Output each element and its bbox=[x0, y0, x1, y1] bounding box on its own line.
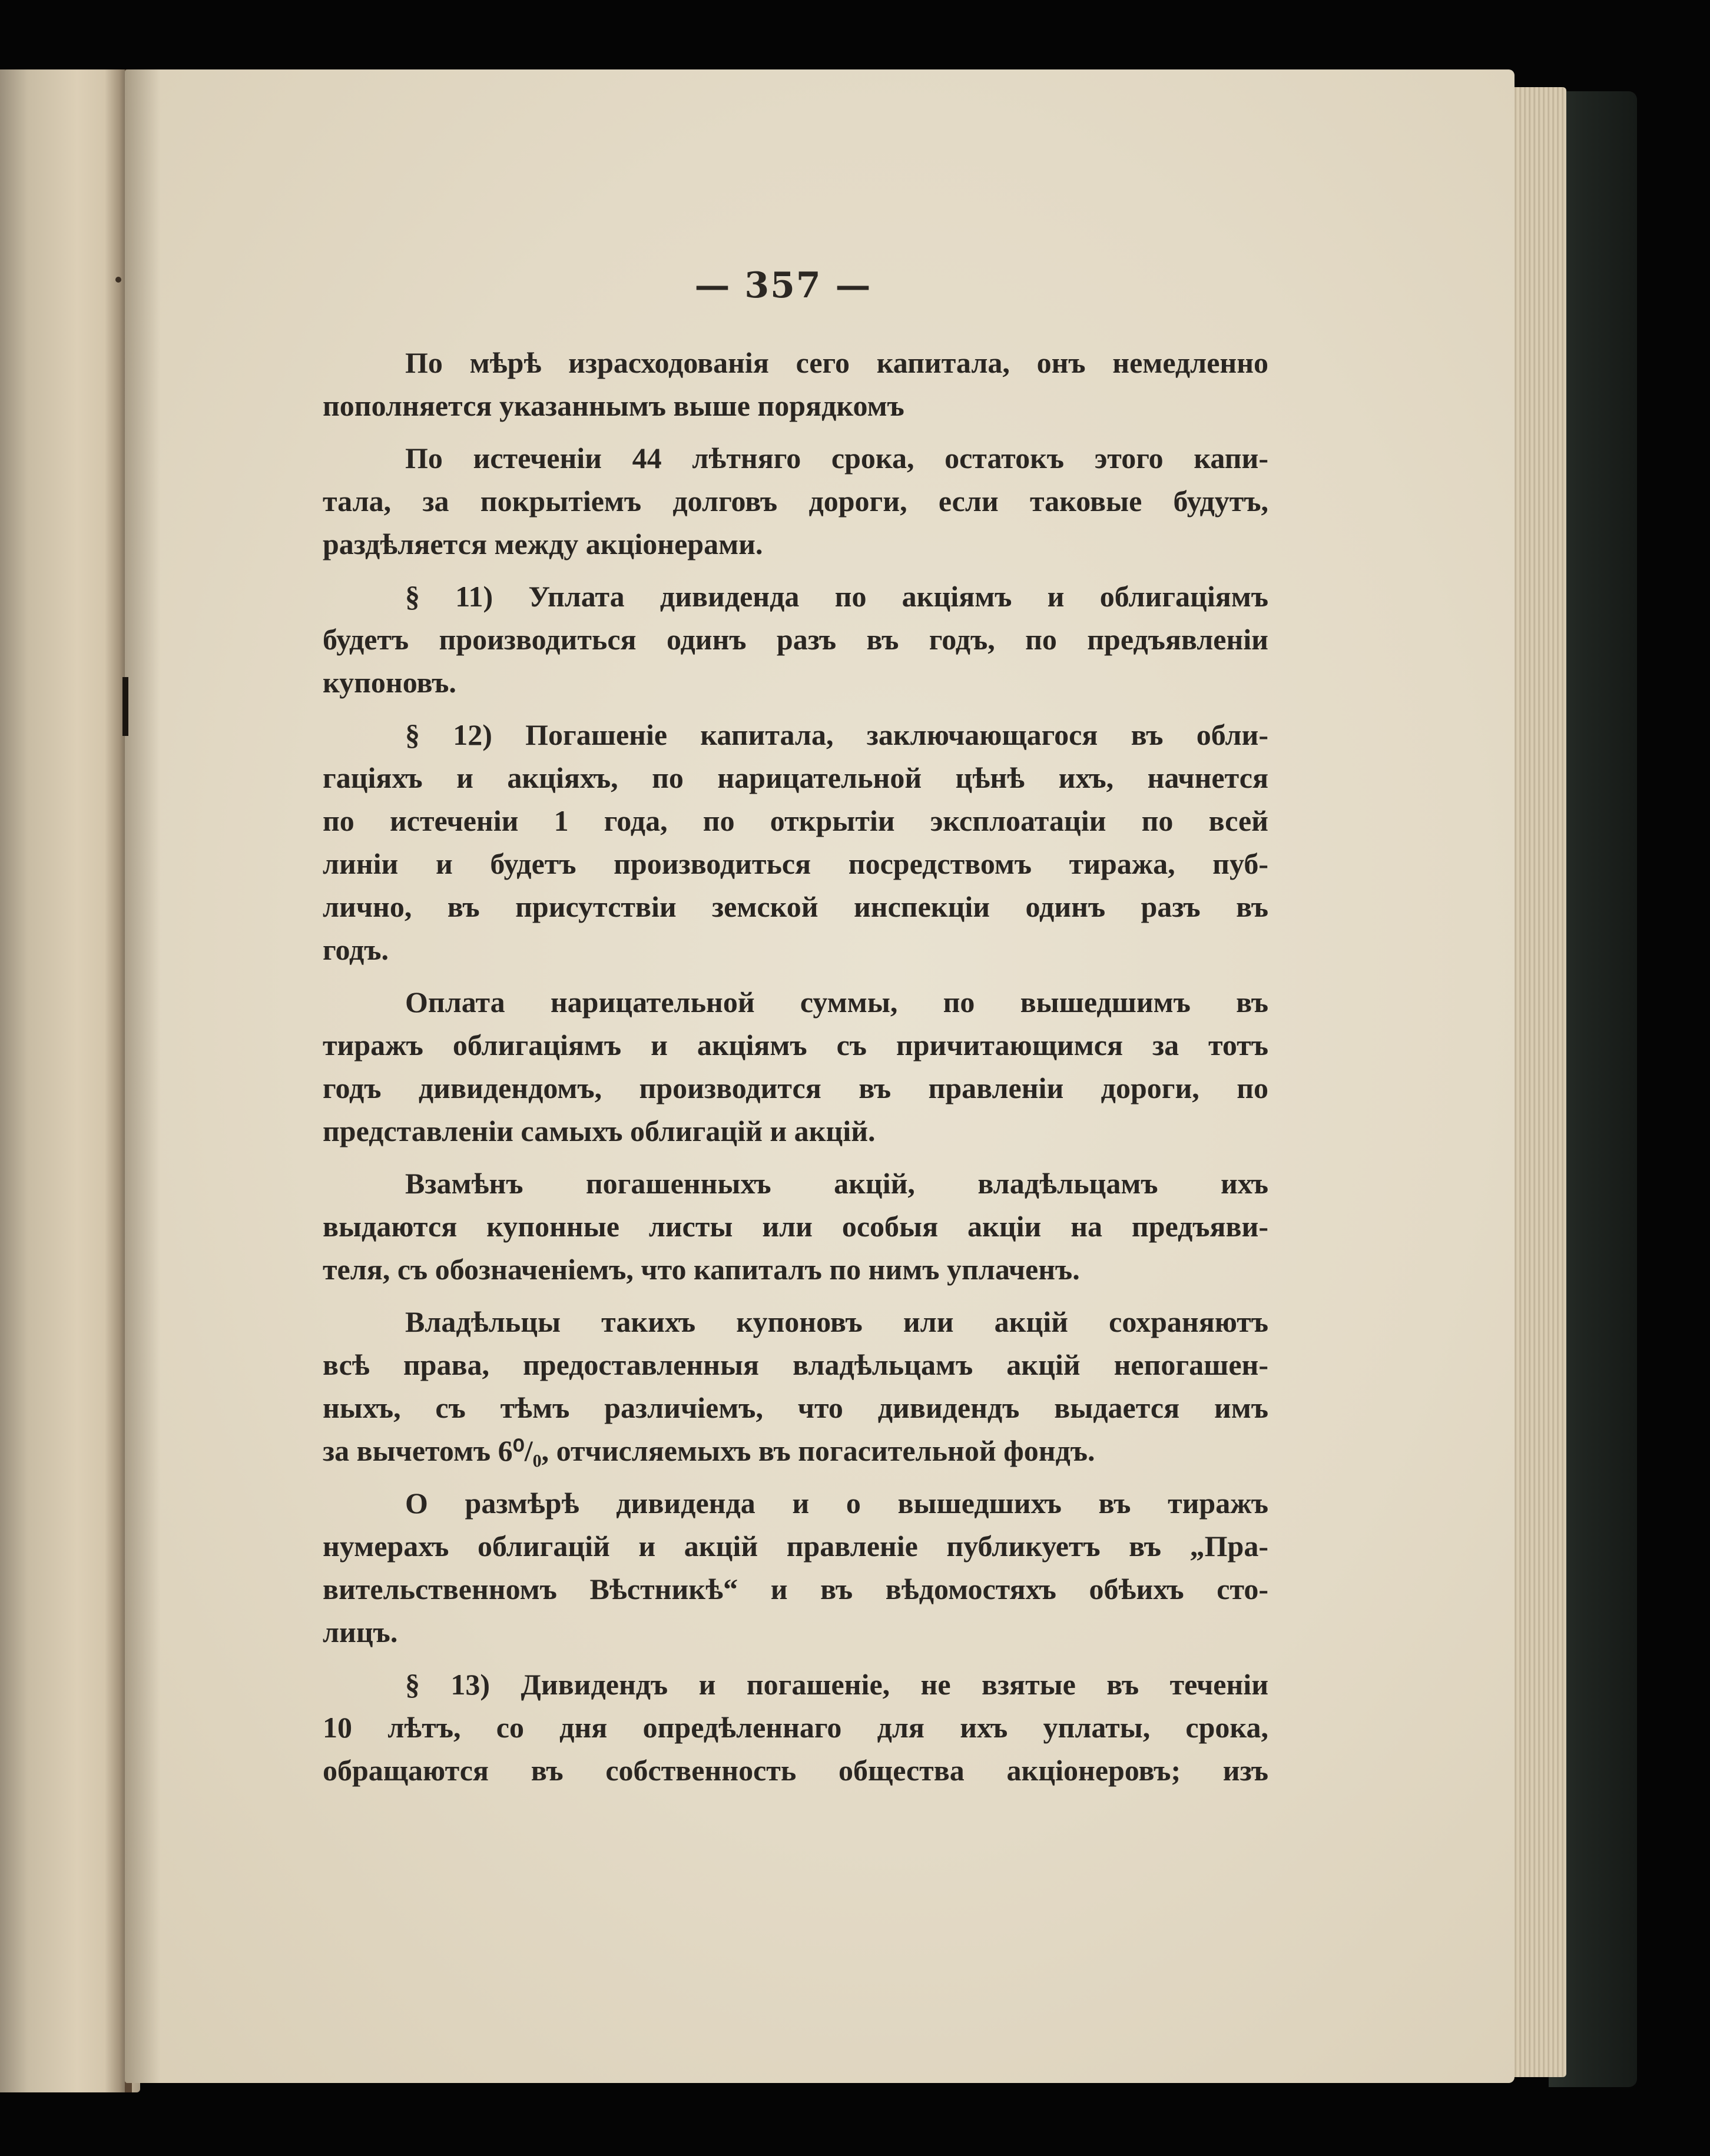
text-line: 10 лѣтъ, со дня опредѣленнаго для ихъ уплаты, срока, bbox=[323, 1711, 1268, 1744]
text-line: будетъ производиться одинъ разъ въ годъ, по предъявленіи bbox=[323, 623, 1268, 656]
text-line: По истеченіи 44 лѣтняго срока, остатокъ этого капи- bbox=[405, 442, 1268, 475]
paragraph-gap bbox=[323, 1153, 1268, 1162]
text-line: § 11) Уплата дивиденда по акціямъ и облигаціямъ bbox=[405, 580, 1268, 613]
text-line: пополняется указаннымъ выше порядкомъ bbox=[323, 389, 904, 422]
paragraph-gap bbox=[323, 704, 1268, 714]
paragraph-gap bbox=[323, 427, 1268, 437]
text-line: О размѣрѣ дивиденда и о вышедшихъ въ тиражъ bbox=[405, 1487, 1268, 1520]
text-line: раздѣляется между акціонерами. bbox=[323, 528, 763, 560]
body-text bbox=[323, 341, 1268, 1792]
text-line: Оплата нарицательной суммы, по вышедшимъ въ bbox=[405, 986, 1268, 1019]
paragraph-gap bbox=[323, 971, 1268, 981]
paragraph-gap bbox=[323, 566, 1268, 575]
text-line: нумерахъ облигацій и акцій правленіе публикуетъ въ „Пра- bbox=[323, 1530, 1268, 1563]
margin-mark bbox=[115, 277, 121, 283]
text-line: обращаются въ собственность общества акціонеровъ; изъ bbox=[323, 1754, 1268, 1787]
paragraph-gap bbox=[323, 1291, 1268, 1301]
text-line: По мѣрѣ израсходованія сего капитала, онъ немедленно bbox=[405, 346, 1268, 379]
text-line: теля, съ обозначеніемъ, что капиталъ по нимъ уплаченъ. bbox=[323, 1253, 1080, 1286]
paragraph-gap bbox=[323, 1654, 1268, 1663]
text-line: всѣ права, предоставленныя владѣльцамъ акцій непогашен- bbox=[323, 1348, 1268, 1381]
page-edges bbox=[1507, 87, 1566, 2077]
text-line: за вычетомъ 6⁰/₀, отчисляемыхъ въ погасительной фондъ. bbox=[323, 1434, 1095, 1467]
text-line: по истеченіи 1 года, по открытіи эксплоатаціи по всей bbox=[323, 804, 1268, 837]
text-line: гаціяхъ и акціяхъ, по нарицательной цѣнѣ ихъ, начнется bbox=[323, 761, 1268, 794]
text-line: вительственномъ Вѣстникѣ“ и въ вѣдомостяхъ обѣихъ сто- bbox=[323, 1573, 1268, 1606]
text-line: Взамѣнъ погашенныхъ акцій, владѣльцамъ ихъ bbox=[405, 1167, 1268, 1200]
text-line: годъ. bbox=[323, 933, 389, 966]
text-line: § 12) Погашеніе капитала, заключающагося въ обли- bbox=[405, 718, 1268, 751]
text-line: выдаются купонные листы или особыя акціи на предъяви- bbox=[323, 1210, 1268, 1243]
gutter-shadow bbox=[125, 69, 160, 2083]
text-line: § 13) Дивидендъ и погашеніе, не взятые въ теченіи bbox=[405, 1668, 1268, 1701]
text-line: ныхъ, съ тѣмъ различіемъ, что дивидендъ выдается имъ bbox=[323, 1391, 1268, 1424]
paragraph-gap bbox=[323, 1472, 1268, 1482]
text-line: лично, въ присутствіи земской инспекціи одинъ разъ въ bbox=[323, 890, 1268, 923]
text-line: представленіи самыхъ облигацій и акцій. bbox=[323, 1115, 876, 1147]
text-line: лицъ. bbox=[323, 1616, 398, 1648]
text-line: купоновъ. bbox=[323, 666, 456, 699]
text-line: Владѣльцы такихъ купоновъ или акцій сохраняютъ bbox=[405, 1305, 1268, 1338]
text-line: тиражъ облигаціямъ и акціямъ съ причитающимся за тотъ bbox=[323, 1029, 1268, 1062]
margin-mark bbox=[122, 677, 128, 736]
text-line: тала, за покрытіемъ долговъ дороги, если таковые будутъ, bbox=[323, 485, 1268, 518]
text-line: линіи и будетъ производиться посредствомъ тиража, пуб- bbox=[323, 847, 1268, 880]
text-line: годъ дивидендомъ, производится въ правленіи дороги, по bbox=[323, 1072, 1268, 1104]
page-number: — 357 — bbox=[694, 265, 872, 306]
